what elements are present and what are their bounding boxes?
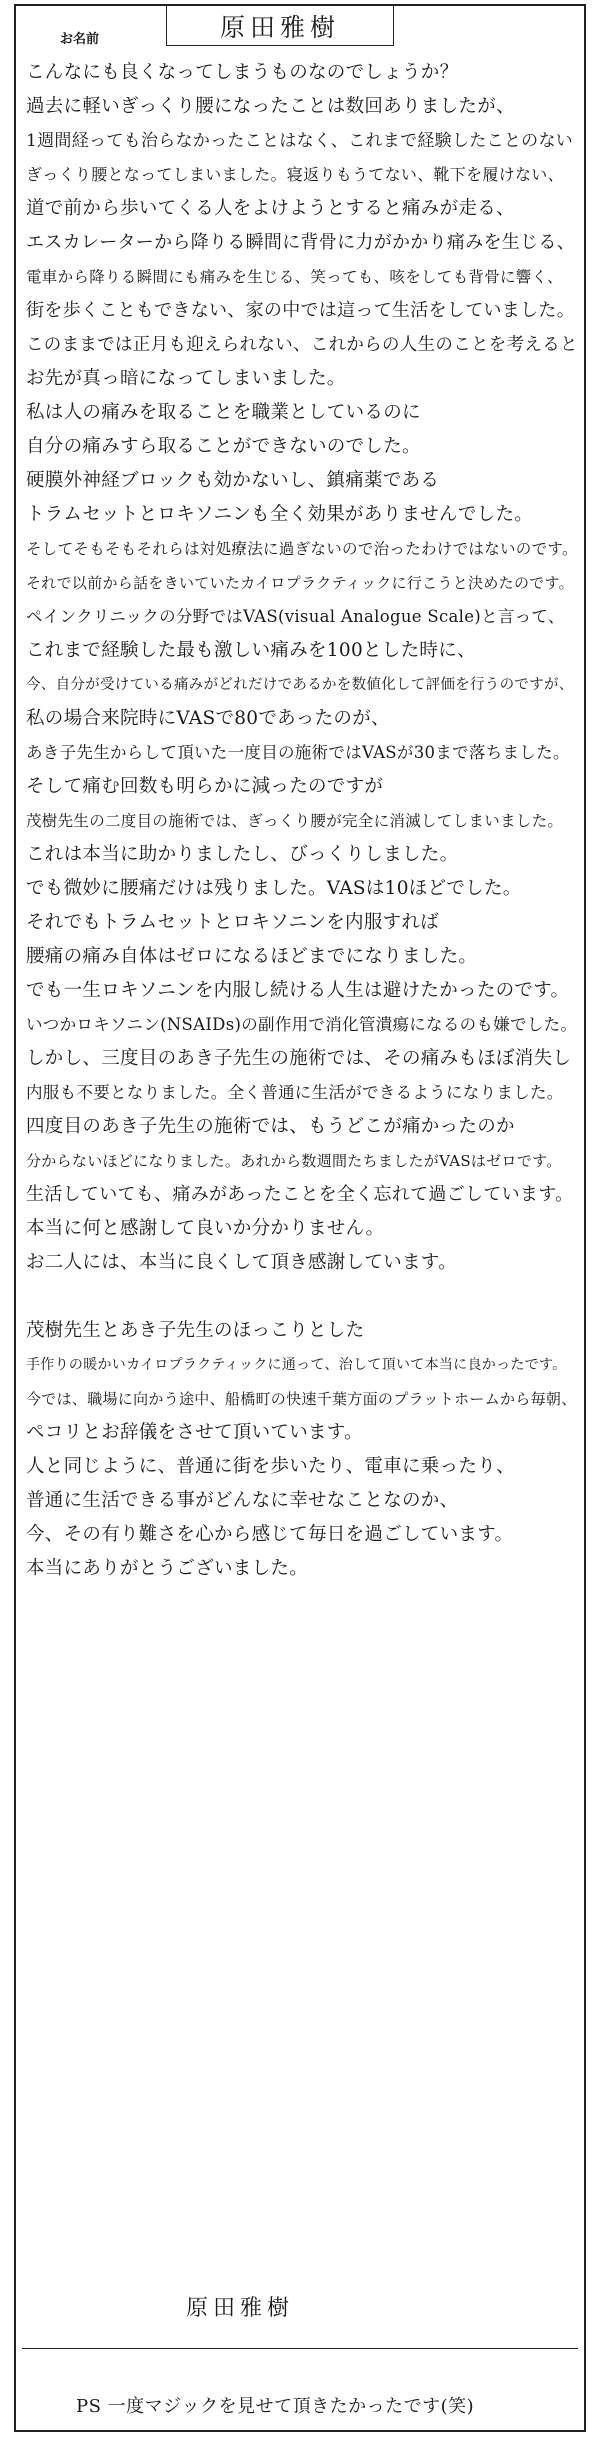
text-line: こんなにも良くなってしまうものなのでしょうか？ <box>26 62 459 83</box>
text-line: 今、自分が受けている痛みがどれだけであるかを数値化して評価を行うのですが、 <box>26 677 574 693</box>
text-line: 自分の痛みすら取ることができないのでした。 <box>26 436 421 457</box>
text-line: 私は人の痛みを取ることを職業としているのに <box>26 402 421 423</box>
text-line: お先が真っ暗になってしまいました。 <box>26 368 346 389</box>
text-line: 道で前から歩いてくる人をよけようとすると痛みが走る、 <box>26 198 515 219</box>
text-line: 分からないほどになりました。あれから数週間たちましたがVASはゼロです。 <box>26 1152 562 1170</box>
name-box <box>166 6 394 46</box>
text-line: あき子先生からして頂いた一度目の施術ではVASが30まで落ちました。 <box>26 743 570 762</box>
text-line: 生活していても、痛みがあったことを全く忘れて過ごしています。 <box>26 1184 574 1205</box>
name-label: お名前 <box>60 32 100 47</box>
text-line: これまで経験した最も激しい痛みを100とした時に、 <box>26 640 476 661</box>
text-line: 1週間経っても治らなかったことはなく、これまで経験したことのない <box>26 131 574 151</box>
text-line: でも微妙に腰痛だけは残りました。VASは10ほどでした。 <box>26 878 522 899</box>
text-line <box>26 1280 578 1314</box>
text-line: いつかロキソニン(NSAIDs)の副作用で消化管潰瘍になるのも嫌でした。 <box>26 1015 578 1034</box>
text-line: 今では、職場に向かう途中、船橋町の快速千葉方面のプラットホームから毎朝、 <box>26 1390 577 1408</box>
text-line: 手作りの暖かいカイロプラクティックに通って、治して頂いて本当に良かったです。 <box>26 1357 567 1373</box>
testimonial-sheet <box>14 4 586 2432</box>
text-line: それで以前から話をきいていたカイロプラクティックに行こうと決めたのです。 <box>26 574 574 592</box>
text-line: 茂樹先生とあき子先生のほっこりとした <box>26 1320 365 1341</box>
handwritten-body <box>26 56 578 1586</box>
divider <box>22 2348 578 2349</box>
text-line: 茂樹先生の二度目の施術では、ぎっくり腰が完全に消滅してしまいました。 <box>26 812 564 830</box>
text-line: ぎっくり腰となってしまいました。寝返りもうてない、靴下を履けない、 <box>26 165 564 184</box>
text-line: しかし、三度目のあき子先生の施術では、その痛みもほぼ消失し <box>26 1048 572 1069</box>
text-line: 人と同じように、普通に街を歩いたり、電車に乗ったり、 <box>26 1456 515 1477</box>
text-line: エスカレーターから降りる瞬間に背骨に力がかかり痛みを生じる、 <box>26 232 575 253</box>
text-line: ペコリとお辞儀をさせて頂いています。 <box>26 1422 363 1443</box>
text-line: 硬膜外神経ブロックも効かないし、鎮痛薬である <box>26 470 440 491</box>
text-line: このままでは正月も迎えられない、これからの人生のことを考えると <box>26 335 578 355</box>
text-line: ペインクリニックの分野ではVAS(visual Analogue Scale)と言って、 <box>26 607 565 626</box>
text-line: でも一生ロキソニンを内服し続ける人生は避けたかったのです。 <box>26 980 570 1001</box>
signature: 原田雅樹 <box>186 2296 295 2321</box>
text-line: トラムセットとロキソニンも全く効果がありませんでした。 <box>26 504 534 525</box>
text-line: それでもトラムセットとロキソニンを内服すれば <box>26 912 440 933</box>
text-line: 本当に何と感謝して良いか分かりません。 <box>26 1218 385 1239</box>
text-line: 今、その有り難さを心から感じて毎日を過ごしています。 <box>26 1524 514 1545</box>
postscript: PS 一度マジックを見せて頂きたかったです(笑) <box>76 2396 475 2417</box>
text-line: 私の場合来院時にVASで80であったのが、 <box>26 708 390 729</box>
text-line: 内服も不要となりました。全く普通に生活ができるようになりました。 <box>26 1083 564 1102</box>
text-line: これは本当に助かりましたし、びっくりしました。 <box>26 844 459 865</box>
author-name: 原田雅樹 <box>219 12 340 42</box>
text-line: お二人には、本当に良くして頂き感謝しています。 <box>26 1252 457 1273</box>
text-line: 本当にありがとうございました。 <box>26 1558 309 1579</box>
text-line: 四度目のあき子先生の施術では、もうどこが痛かったのか <box>26 1116 515 1137</box>
text-line: 腰痛の痛み自体はゼロになるほどまでになりました。 <box>26 946 478 967</box>
text-line: 過去に軽いぎっくり腰になったことは数回ありましたが、 <box>26 96 515 117</box>
text-line: 電車から降りる瞬間にも痛みを生じる、笑っても、咳をしても背骨に響く、 <box>26 268 563 286</box>
text-line: そしてそもそもそれらは対処療法に過ぎないので治ったわけではないのです。 <box>26 540 578 558</box>
text-line: そして痛む回数も明らかに減ったのですが <box>26 776 384 797</box>
text-line: 街を歩くこともできない、家の中では這って生活をしていました。 <box>26 300 575 321</box>
text-line: 普通に生活できる事がどんなに幸せなことなのか、 <box>26 1490 459 1511</box>
